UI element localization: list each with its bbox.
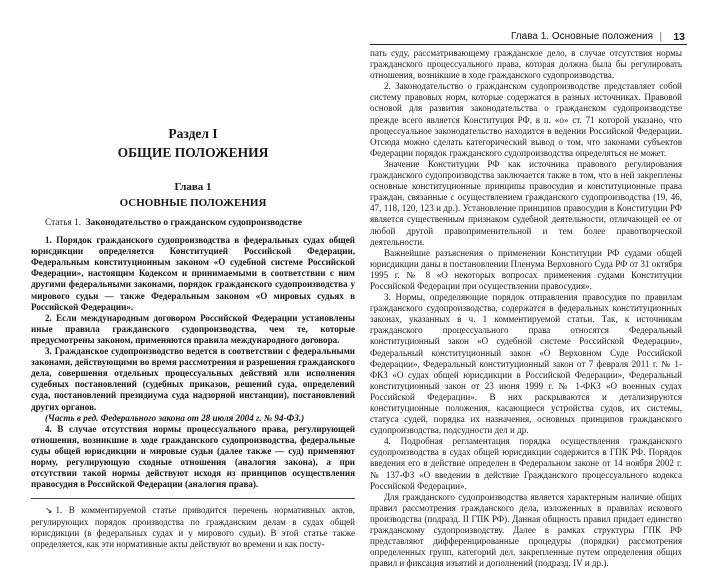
article-label: Статья 1. [45,218,82,228]
body-paragraph: пать суду, рассматривающему гражданское дело, в случае отсутствия нормы гражданского процессуального права, которая должна была бы регулировать отношения, возникшие в ходе гражданского судопроизводства. [370,48,682,81]
law-paragraph: 2. Если международным договором Российской Федерации установлены иные правила гражданского судопроизводства, чем те, которые предусмотрены законом, применяются правила международного договора. [31,312,355,345]
law-paragraph: 1. Порядок гражданского судопроизводства в федеральных судах общей юрисдикции определяется Конституцией Российской Федерации, Федеральным конституционным законом «О судебной системе Российской Федерации», настоящим Кодексом и принимаемыми в соответствии с ним другими федеральными законами, порядок гражданского судопроизводства у мирового судьи — также Федеральным законом «О мировых судьях в Российской Федерации». [31,235,355,312]
body-paragraph: 3. Нормы, определяющие порядок отправления правосудия по правилам гражданского судопроизводства, содержатся в федеральных конституционных законах, указанных в ч. 1 комментируемой статьи. Так, к источникам гражданского процессуального права относятся Федеральный конституционный закон «О судебной системе Российской Федерации», Федеральный конституционный закон «О Верховном Суде Российской Федерации», Федеральный конституционный закон от 7 февраля 2011 г. № 1-ФКЗ «О судах общей юрисдикции в Российской Федерации», Федеральный конституционный закон от 23 июня 1999 г. № 1-ФКЗ «О военных судах Российской Федерации». В них раскрываются и детализируются конституционные положения, касающиеся устройства судов, их системы, статуса судей, порядка их назначения, основных принципов гражданского судопроизводства, подсудности дел и др. [370,292,682,436]
law-paragraph: 3. Гражданское судопроизводство ведется в соответствии с федеральными законами, действующими во время рассмотрения и разрешения гражданского дела, совершения отдельных процессуальных действий или исполнения судебных постановлений (судебных приказов, решений суда, определений суда, постановлений президиума суда надзорной инстанции), постановлений других органов. [31,346,355,412]
body-paragraph: Важнейшие разъяснения о применении Конституции РФ судами общей юрисдикции даны в постановлении Пленума Верховного Суда РФ от 31 октября 1995 г. № 8 «О некоторых вопросах применения судами Конституции Российской Федерации при осуществлении правосудия». [370,247,682,291]
left-column [31,54,355,550]
running-header [370,30,687,46]
commentary-text: 1. В комментируемой статье приводится перечень нормативных актов, регулирующих порядок производства по гражданским делам в судах общей юрисдикции (в федеральных судах и у мирового судьи). В этой статье также определяется, как эти нормативные акты действуют во времени и как посту- [31,505,355,550]
body-paragraph: Для гражданского судопроизводства является характерным наличие общих правил рассмотрения гражданского дела, изложенных в правилах искового производства (подразд. II ГПК РФ). Данная общность правил придает единство гражданскому судопроизводству. Далее в рамках структуры ГПК РФ представляют дифференцированные процедуры (порядки) рассмотрения определенных групп, категорий дел, закрепленные путем определения общих правил и фикcация изъятий и дополнений (подразд. IV и др.). [370,491,682,569]
commentary-paragraph [31,505,355,550]
section-title: Раздел I [168,126,218,141]
body-paragraph: Значение Конституции РФ как источника правового регулирования гражданского судопроизводства заключается также в том, что в ней закреплены основные конституционные принципы правосудия и конституционные права граждан, связанные с осуществлением гражданского судопроизводства (19, 46, 47, 118, 120, 123 и др.). Установление принципов правосудия в Конституции РФ является существенным признаком судебной деятельности, отличающей ее от любой другой правоприменительной и тем более правотворческой деятельности. [370,158,682,247]
header-rule [370,44,687,45]
chapter-name: ОСНОВНЫЕ ПОЛОЖЕНИЯ [119,197,267,209]
article-name: Законодательство о гражданском судопроизводстве [85,218,302,228]
amendment-note: (Часть в ред. Федерального закона от 28 июля 2004 г. № 94-ФЗ.) [45,412,305,423]
body-paragraph: 4. Подробная регламентация порядка осуществления гражданского судопроизводства в судах общей юрисдикции содержится в ГПК РФ. Порядок введения его в действие определен в Федеральном законе от 14 ноября 2002 г. № 137-ФЗ «О введении в действие Гражданского процессуального кодекса Российской Федерации». [370,436,682,491]
right-column [370,48,682,569]
running-title: Глава 1. Основные положения [510,31,653,42]
page-number: 13 [673,31,685,43]
body-paragraph: 2. Законодательство о гражданском судопроизводстве представляет собой систему правовых норм, которые содержатся в разных источниках. Правовой основой для развития законодательства о гражданском судопроизводстве прежде всего является Конституция РФ, в п. «о» ст. 71 которой указано, что процессуальное законодательство находится в ведении Российской Федерации. Отсюда можно сделать категорический вывод о том, что законами субъектов Федерации порядок гражданского судопроизводства определяться не может. [370,81,682,158]
section-name: ОБЩИЕ ПОЛОЖЕНИЯ [117,145,269,160]
article-heading [31,218,355,229]
commentary-divider [31,498,355,499]
commentary-arrow-icon: ↘ [45,506,53,517]
chapter-title: Глава 1 [174,181,212,193]
header-divider: | [659,30,662,42]
law-paragraph: 4. В случае отсутствия нормы процессуального права, регулирующей отношения, возникшие в ходе гражданского судопроизводства, федеральные суды общей юрисдикции и мировые судьи (далее также — суд) применяют норму, регулирующую сходные отношения (аналогия закона), а при отсутствии такой нормы действуют исходя из принципов осуществления правосудия в Российской Федерации (аналогия права). [31,423,355,490]
